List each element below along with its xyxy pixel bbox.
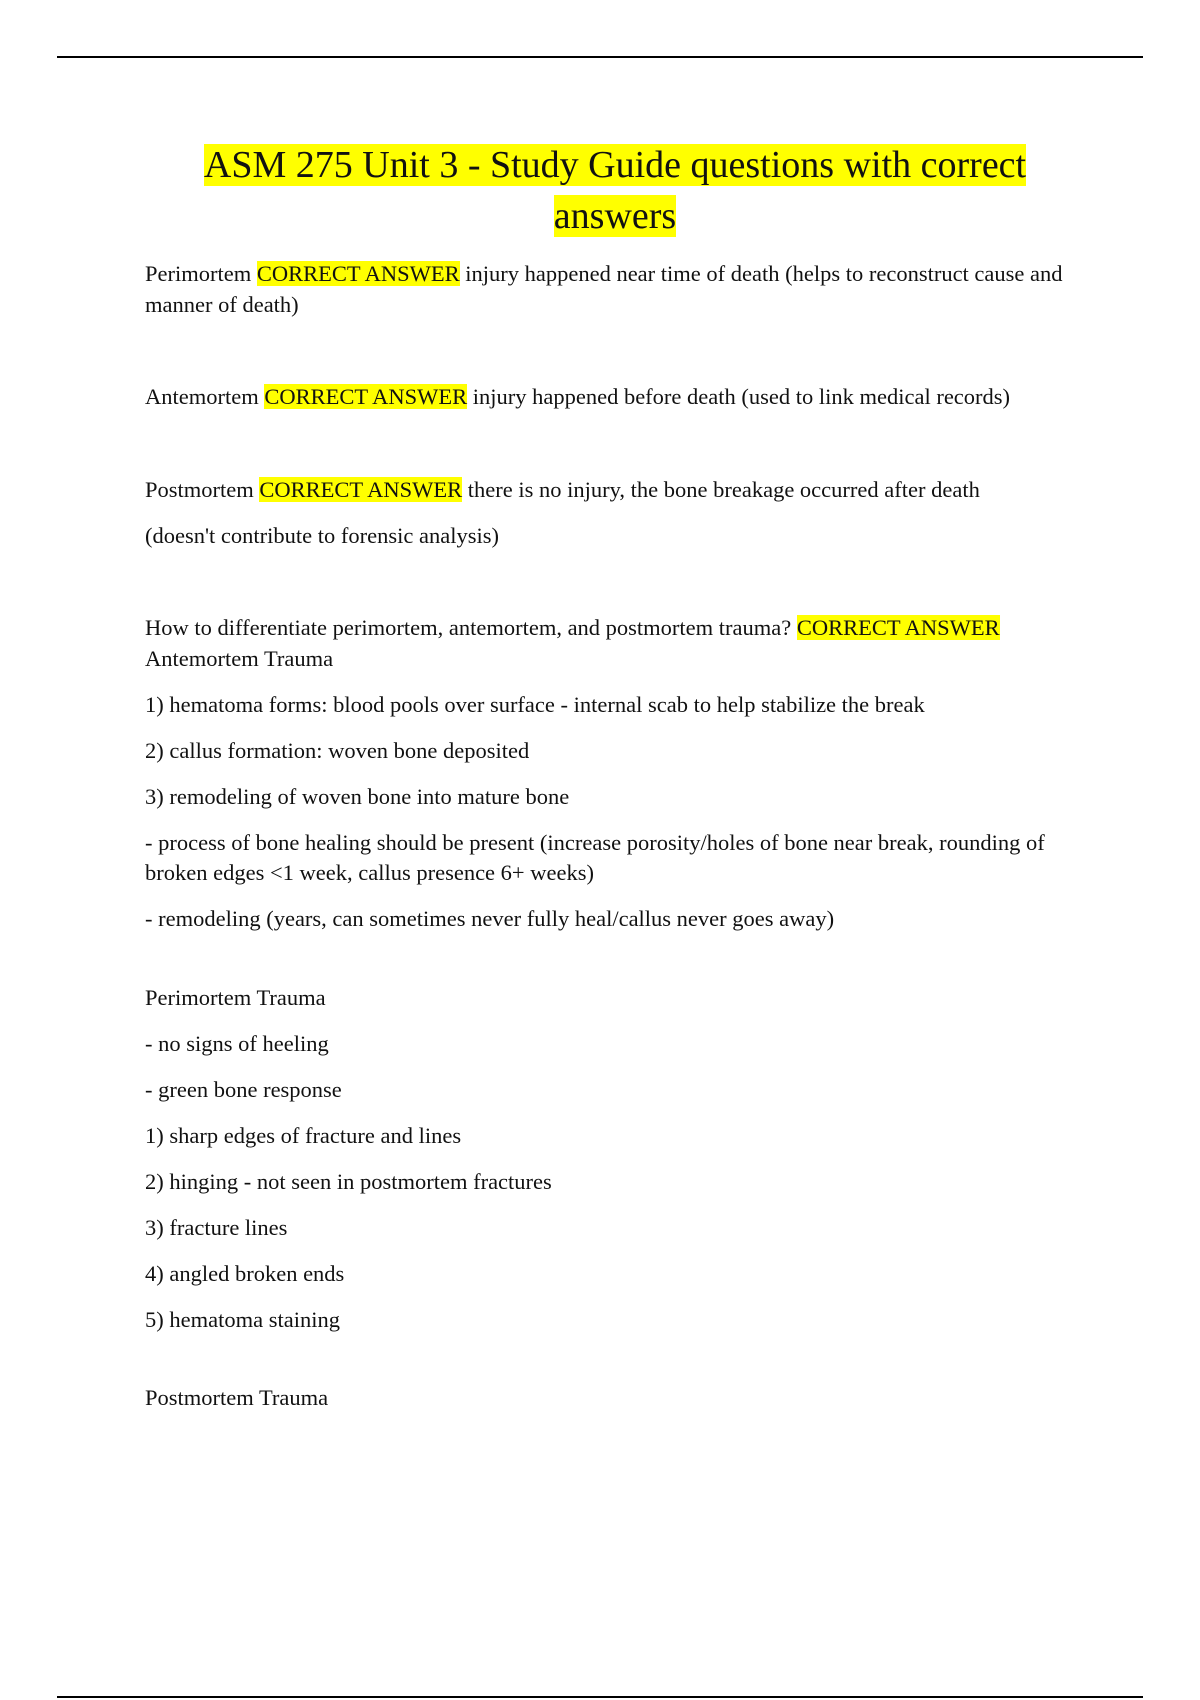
entry-perimortem bbox=[145, 259, 1100, 320]
list-item: 5) hematoma staining bbox=[145, 1306, 340, 1332]
correct-answer-marker: CORRECT ANSWER bbox=[256, 261, 460, 286]
section-heading-postmortem: Postmortem Trauma bbox=[145, 1385, 329, 1410]
list-item: - no signs of heeling bbox=[145, 1030, 329, 1056]
list-item: 2) hinging - not seen in postmortem fractures bbox=[145, 1168, 552, 1194]
entry-line bbox=[145, 475, 1100, 506]
list-item: - remodeling (years, can sometimes never fully heal/callus never goes away) bbox=[145, 906, 835, 931]
entry-answer: injury happened near time of death (helps to reconstruct cause and manner of death) bbox=[145, 261, 1063, 317]
correct-answer-marker: CORRECT ANSWER bbox=[796, 615, 1000, 640]
section-heading-antemortem: Antemortem Trauma bbox=[145, 645, 334, 671]
entry-postmortem bbox=[145, 475, 1100, 552]
list-item: 2) callus formation: woven bone deposited bbox=[145, 737, 530, 763]
question-block bbox=[145, 613, 1100, 1414]
list-item: 4) angled broken ends bbox=[145, 1260, 345, 1286]
correct-answer-marker: CORRECT ANSWER bbox=[259, 476, 463, 502]
top-rule bbox=[57, 56, 1143, 58]
question-text: How to differentiate perimortem, antemortem, and postmortem trauma? CORRECT ANSWER bbox=[145, 615, 1000, 640]
title-highlight: ASM 275 Unit 3 - Study Guide questions with correct answers bbox=[203, 144, 1027, 237]
entry-term: Perimortem bbox=[145, 261, 252, 286]
list-item: 3) fracture lines bbox=[145, 1214, 288, 1240]
entry-term: Antemortem bbox=[145, 384, 259, 409]
list-item: 1) hematoma forms: blood pools over surface - internal scab to help stabilize the break bbox=[145, 691, 925, 717]
bottom-rule bbox=[57, 1696, 1143, 1698]
entry-antemortem bbox=[145, 382, 1100, 413]
list-item: - green bone response bbox=[145, 1076, 342, 1102]
entry-line: (doesn't contribute to forensic analysis) bbox=[145, 522, 499, 548]
list-item: 3) remodeling of woven bone into mature bone bbox=[145, 783, 570, 809]
entry-term: Postmortem bbox=[145, 476, 254, 502]
correct-answer-marker: CORRECT ANSWER bbox=[264, 384, 468, 409]
list-item: - process of bone healing should be present (increase porosity/holes of bone near break, rounding of broken edges <1 week, callus presence 6+ weeks) bbox=[145, 829, 1045, 885]
entry-answer: there is no injury, the bone breakage occurred after death bbox=[467, 476, 980, 502]
document-title bbox=[145, 140, 1085, 242]
document-body bbox=[145, 259, 1100, 1414]
section-heading-perimortem: Perimortem Trauma bbox=[145, 984, 326, 1010]
entry-answer: injury happened before death (used to link medical records) bbox=[472, 384, 1011, 409]
list-item: 1) sharp edges of fracture and lines bbox=[145, 1122, 462, 1148]
